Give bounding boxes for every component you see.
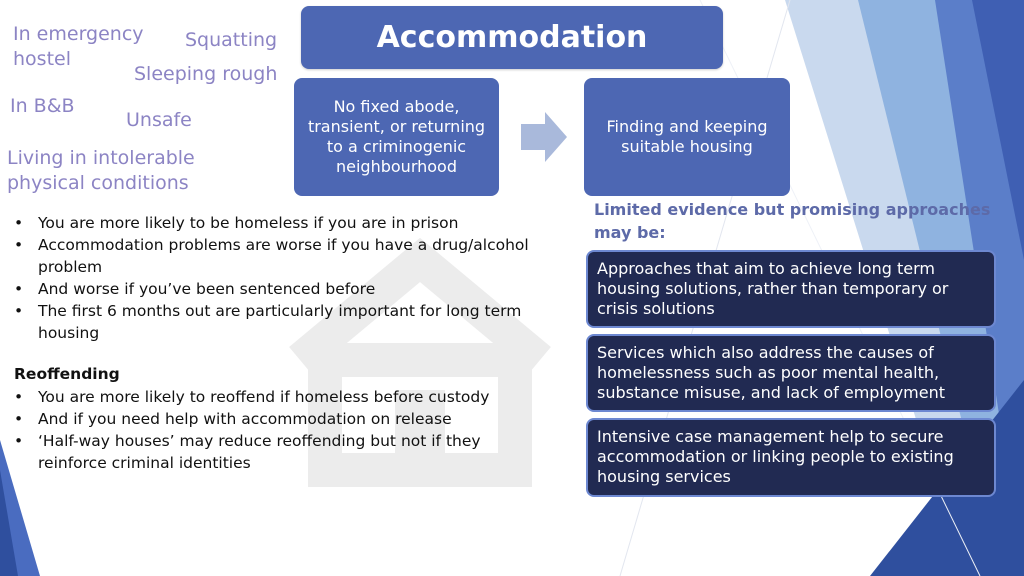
- list-item: • And worse if you’ve been sentenced before: [14, 278, 574, 300]
- list-item: • The first 6 months out are particularly important for long term housing: [14, 300, 574, 344]
- homeless-bullet-list: [14, 212, 574, 344]
- no-fixed-abode-box: No fixed abode, transient, or returning to a criminogenic neighbourhood: [294, 78, 499, 196]
- list-item: • Accommodation problems are worse if you have a drug/alcohol problem: [14, 234, 574, 278]
- word-unsafe: Unsafe: [126, 109, 192, 131]
- word-emergency-hostel: In emergency hostel: [13, 23, 144, 70]
- evidence-heading: Limited evidence but promising approaches may be:: [594, 200, 991, 242]
- list-item: • You are more likely to be homeless if you are in prison: [14, 212, 574, 234]
- approach-box-2: Services which also address the causes of homelessness such as poor mental health, substance misuse, and lack of employment: [586, 334, 996, 412]
- approach-box-3: Intensive case management help to secure accommodation or linking people to existing housing services: [586, 418, 996, 497]
- word-sleeping-rough: Sleeping rough: [134, 63, 278, 85]
- list-item: • And if you need help with accommodation on release: [14, 408, 534, 430]
- word-squatting: Squatting: [185, 29, 278, 51]
- finding-housing-box: Finding and keeping suitable housing: [584, 78, 790, 196]
- reoffending-bullet-list: [14, 386, 534, 474]
- word-intolerable-conditions: Living in intolerable physical conditions: [7, 147, 195, 194]
- approach-box-1: Approaches that aim to achieve long term housing solutions, rather than temporary or crisis solutions: [586, 250, 996, 328]
- page-title: Accommodation: [301, 6, 723, 69]
- reoffending-heading: Reoffending: [14, 365, 120, 383]
- list-item: • ‘Half-way houses’ may reduce reoffending but not if they reinforce criminal identities: [14, 430, 534, 474]
- word-bnb: In B&B: [10, 95, 75, 117]
- right-arrow-icon: [521, 112, 567, 162]
- list-item: • You are more likely to reoffend if homeless before custody: [14, 386, 534, 408]
